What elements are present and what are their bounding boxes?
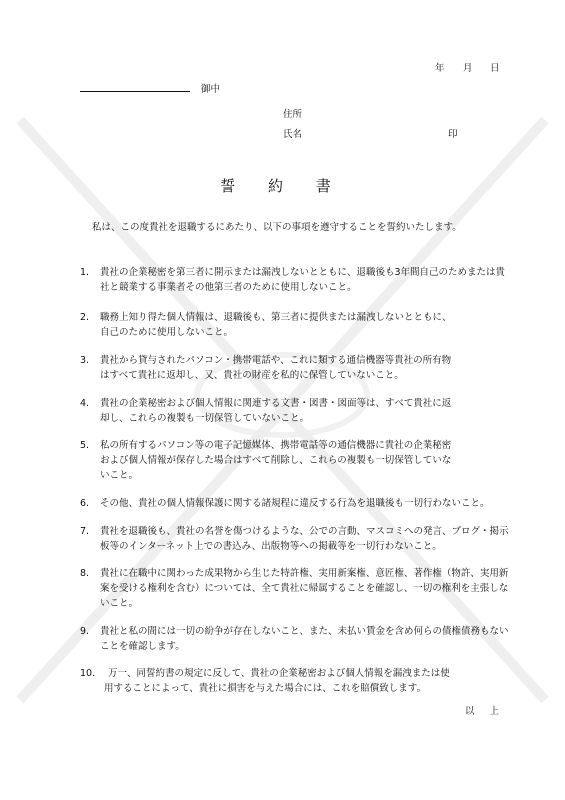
document-title: 誓 約 書 [220,177,345,195]
closing-text: 以 上 [465,706,506,717]
date-year-label: 年 [435,63,445,74]
date-month-label: 月 [463,63,473,74]
address-label: 住所 [283,109,303,120]
clause-line: 貴社に在職中に関わった成果物から生じた特許権、実用新案権、意匠権、著作権（物許、実用新 [100,568,509,579]
clause-line: 案を受ける権利を含む）については、全て貴社に帰属することを確認し、一切の権利を主張しな [100,583,509,594]
date-day-label: 日 [490,63,500,74]
clause-line: 貴社の企業秘密を第三者に開示または漏洩しないとともに、退職後も3年間自己のためまたは貴 [100,267,506,278]
clause-line: 貴社の企業秘密および個人情報に関連する文書・図書・図面等は、すべて貴社に返 [100,398,452,409]
clause-line: 却し、これらの複製も一切保管していないこと。 [100,413,310,424]
clause-line: 板等のインターネット上での書込み、出版物等への掲載等を一切行わないこと。 [100,541,442,552]
clause-line: 用することによって、貴社に損害を与えた場合には、これを賠償致します。 [104,683,427,694]
clause-number: 3. [80,355,90,366]
clause-number: 9. [80,626,90,637]
clause-number: 4. [80,398,90,409]
clause-line: その他、貴社の個人情報保護に関する諸規程に違反する行為を退職後も一切行わないこと。 [100,498,490,509]
clause-line: 貴社から貸与されたパソコン・携帯電話や、これに類する通信機器等貴社の所有物 [100,355,452,366]
clause-line: はすべて貴社に返却し、又、貴社の財産を私的に保管していないこと。 [100,370,404,381]
clause-line: 万一、同誓約書の規定に反して、貴社の企業秘密および個人情報を漏洩または使 [108,668,450,679]
clause-line: いこと。 [100,598,139,609]
clause-line: および個人情報が保存した場合はすべて削除し、これらの複製も一切保管していな [100,455,452,466]
clause-line: 私の所有するパソコン等の電子記憶媒体、携帯電話等の通信機器に貴社の企業秘密 [100,440,452,451]
clause-line: ことを確認します。 [100,641,185,652]
clause-number: 1. [80,267,90,278]
clause-number: 10. [80,668,96,679]
clause-line: 職務上知り得た個人情報は、退職後も、第三者に提供または漏洩しないとともに、 [100,312,452,323]
addressee-suffix: 御中 [201,84,221,95]
clause-number: 7. [80,526,90,537]
clause-number: 2. [80,312,90,323]
clause-line: 自己のために使用しないこと。 [100,327,234,338]
addressee-blank-line [80,91,190,92]
clause-line: いこと。 [100,470,139,481]
intro-text: 私は、この度貴社を退職するにあたり、以下の事項を遵守することを誓約いたします。 [92,222,462,233]
name-label: 氏名 [283,129,303,140]
clause-line: 貴社と私の間には一切の紛争が存在しないこと、また、未払い賃金を含め何らの債権債務もない [100,626,509,637]
clause-line: 貴社を退職後も、貴社の名誉を傷つけるような、公での言動、マスコミへの発言、ブログ・掲示 [100,526,509,537]
seal-label: 印 [448,129,458,140]
clause-number: 5. [80,440,90,451]
clause-number: 6. [80,498,90,509]
clause-line: 社と競業する事業者その他第三者のために使用しないこと。 [100,282,357,293]
clause-number: 8. [80,568,90,579]
